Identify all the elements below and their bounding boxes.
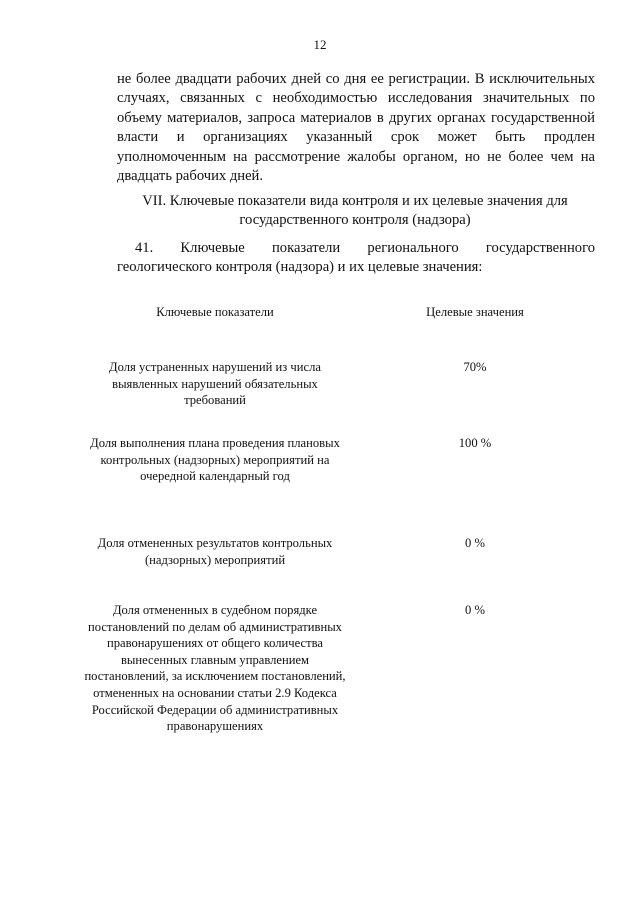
table-row [80, 359, 600, 435]
page-number: 12 [313, 37, 327, 52]
section-heading: VII. Ключевые показатели вида контроля и их целевые значения для государственного контроля (надзора) [142, 193, 568, 229]
indicator-cell: Доля выполнения плана проведения плановых контрольных (надзорных) мероприятий на очередной календарный год [90, 436, 340, 484]
indicator-cell: Доля отмененных в судебном порядке постановлений по делам об административных правонарушениях от общего количества вынесенных главным управлением постановлений, за исключением постановлений, отмененных на основании статьи 2.9 Кодекса Российской Федерации об административных правонарушениях [84, 603, 346, 734]
target-value-cell: 0 % [465, 536, 485, 550]
target-value-cell: 0 % [465, 603, 485, 617]
target-value-cell: 70% [463, 360, 487, 374]
indicator-cell: Доля отмененных результатов контрольных (надзорных) мероприятий [97, 536, 333, 567]
table-row [80, 602, 600, 742]
paragraph-41: 41. Ключевые показатели регионального государственного геологического контроля (надзора) и их целевые значения: [117, 240, 595, 276]
header-target-values: Целевые значения [426, 305, 524, 319]
kpi-table [80, 304, 600, 742]
indicator-cell: Доля устраненных нарушений из числа выявленных нарушений обязательных требований [109, 360, 321, 408]
header-key-indicators: Ключевые показатели [156, 305, 274, 319]
target-value-cell: 100 % [458, 436, 492, 450]
table-row [80, 435, 600, 535]
kpi-table-header [80, 304, 600, 359]
intro-paragraph: не более двадцати рабочих дней со дня ее регистрации. В исключительных случаях, связанных с необходимостью исследования значительных по объему материалов, запроса материалов в других органах государственной власти и организациях указанный срок может быть продлен уполномоченным на рассмотрение жалобы органом, но не более чем на двадцать рабочих дней. [117, 71, 595, 185]
table-row [80, 535, 600, 602]
